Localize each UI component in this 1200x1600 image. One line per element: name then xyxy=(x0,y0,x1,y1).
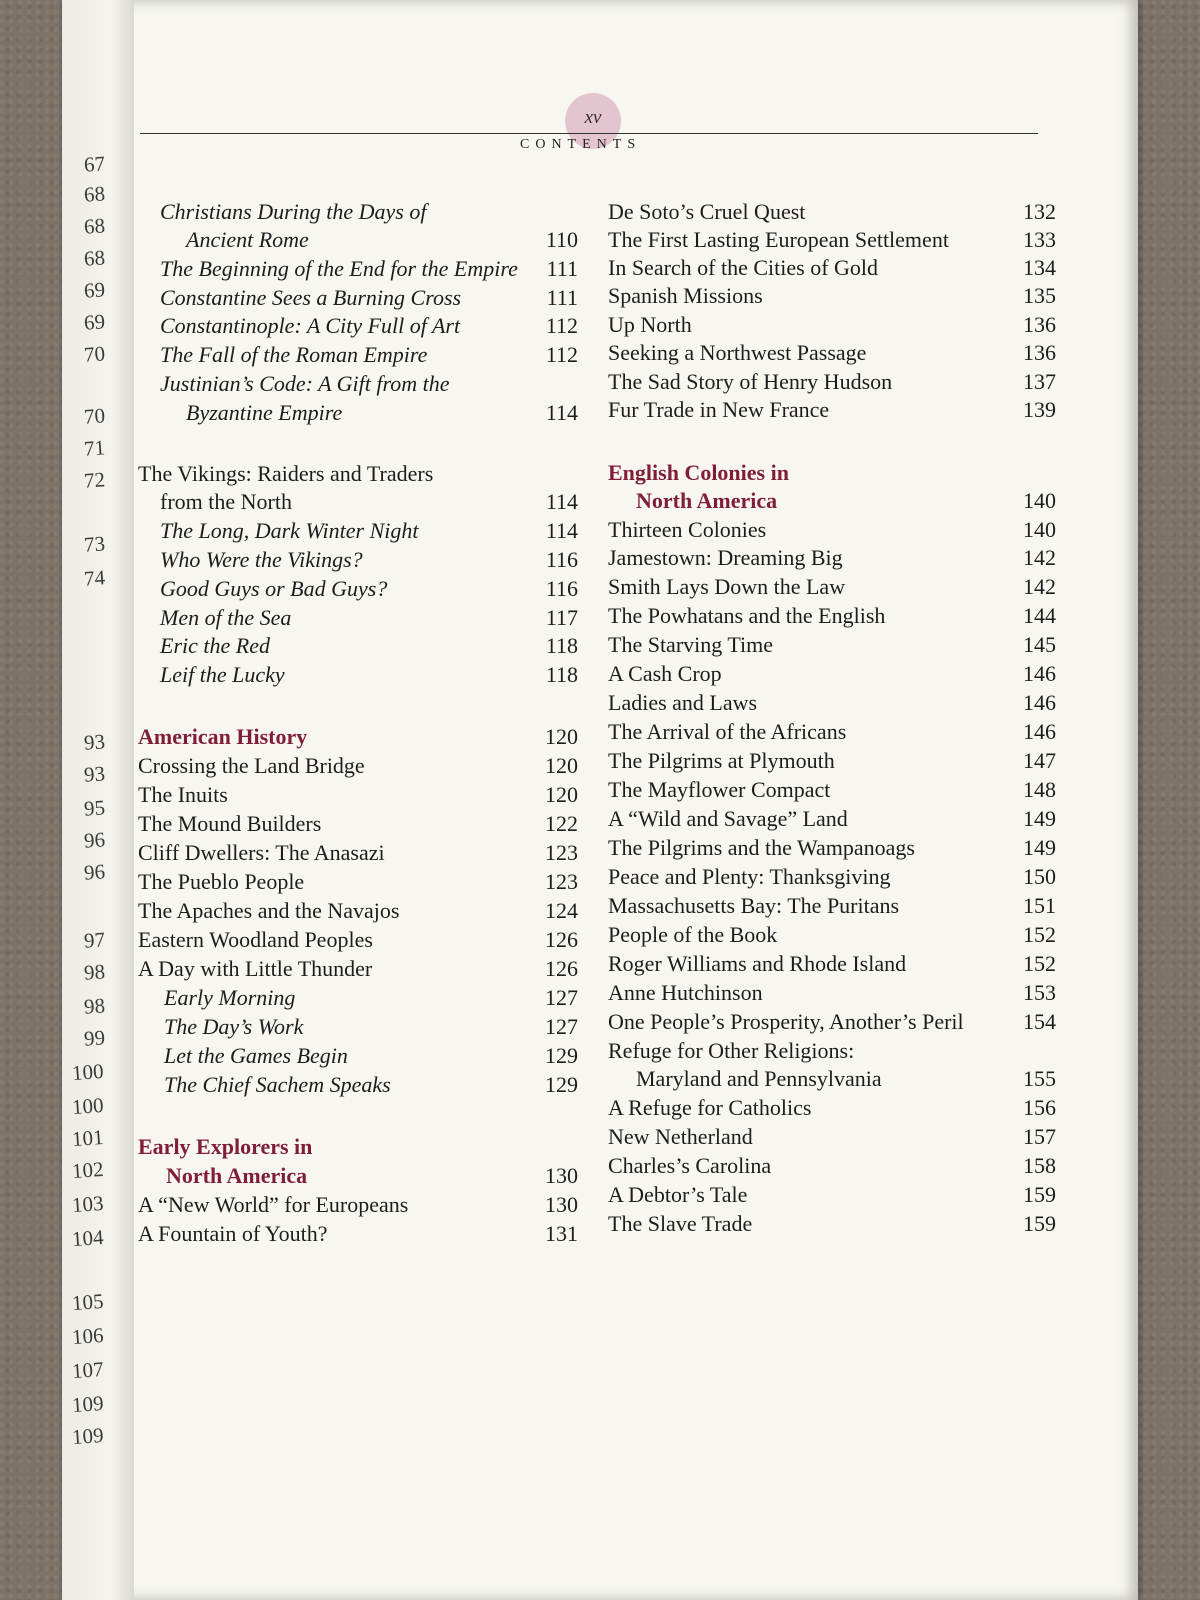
toc-entry-title: Refuge for Other Religions: xyxy=(608,1038,855,1063)
toc-entry-page: 111 xyxy=(546,256,578,281)
facing-page-number: 109 xyxy=(71,1390,105,1418)
toc-entry-title: De Soto’s Cruel Quest xyxy=(608,199,806,224)
toc-entry-title: The Slave Trade xyxy=(608,1211,753,1236)
toc-entry-page: 112 xyxy=(545,313,578,338)
toc-entry-page: 114 xyxy=(545,489,578,514)
facing-page-number: 74 xyxy=(83,565,106,591)
facing-page-number: 71 xyxy=(83,435,106,461)
facing-page-number: 104 xyxy=(71,1224,105,1252)
facing-page-number: 73 xyxy=(83,531,106,557)
toc-entry-page: 130 xyxy=(545,1163,578,1188)
toc-entry-title: The Sad Story of Henry Hudson xyxy=(608,369,893,394)
toc-entry-page: 155 xyxy=(1023,1066,1056,1091)
facing-page-number: 109 xyxy=(71,1422,105,1450)
toc-entry-title: The Day’s Work xyxy=(164,1014,304,1039)
toc-entry-title: The Arrival of the Africans xyxy=(608,719,847,744)
facing-page-number: 68 xyxy=(83,245,106,271)
toc-entry-title: People of the Book xyxy=(608,922,778,947)
toc-entry-page: 116 xyxy=(545,576,578,601)
toc-entry-title: Christians During the Days of xyxy=(160,199,427,224)
toc-entry-title: The Apaches and the Navajos xyxy=(138,898,400,923)
toc-entry-title: from the North xyxy=(160,489,292,514)
toc-entry-page: 124 xyxy=(545,898,578,923)
facing-page-number: 102 xyxy=(71,1156,105,1184)
facing-page-number: 96 xyxy=(83,827,106,853)
toc-entry-page: 145 xyxy=(1023,632,1056,657)
header-rule xyxy=(140,133,1038,134)
toc-entry-page: 129 xyxy=(545,1043,578,1068)
toc-entry-page: 123 xyxy=(545,840,578,865)
toc-entry-title: Thirteen Colonies xyxy=(608,517,767,542)
toc-entry-page: 146 xyxy=(1023,661,1056,686)
toc-entry-title: A Debtor’s Tale xyxy=(608,1182,748,1207)
toc-entry-page: 152 xyxy=(1023,922,1056,947)
toc-entry-page: 130 xyxy=(545,1192,578,1217)
toc-entry-page: 129 xyxy=(545,1072,578,1097)
toc-entry-title: The Starving Time xyxy=(608,632,774,657)
toc-entry-title: Ancient Rome xyxy=(186,227,309,252)
facing-page-number: 98 xyxy=(83,993,106,1019)
facing-page-number: 70 xyxy=(83,341,106,367)
toc-entry-page: 120 xyxy=(545,753,578,778)
toc-entry-title: Eric the Red xyxy=(160,633,270,658)
toc-entry-title: Cliff Dwellers: The Anasazi xyxy=(138,840,385,865)
toc-entry-page: 110 xyxy=(545,227,578,252)
facing-page-number: 72 xyxy=(83,467,106,493)
toc-entry-title: Anne Hutchinson xyxy=(608,980,763,1005)
toc-entry-title: Justinian’s Code: A Gift from the xyxy=(160,371,450,396)
toc-entry-page: 118 xyxy=(545,633,578,658)
toc-entry-title: The Pilgrims at Plymouth xyxy=(608,748,835,773)
facing-page-number: 100 xyxy=(71,1058,105,1086)
toc-entry-title: Early Morning xyxy=(164,985,296,1010)
facing-page-number: 93 xyxy=(83,729,106,755)
toc-entry-title: Jamestown: Dreaming Big xyxy=(608,545,843,570)
toc-section-heading: American History xyxy=(138,724,308,749)
toc-entry-page: 137 xyxy=(1023,369,1056,394)
toc-entry-title: Up North xyxy=(608,312,692,337)
toc-entry-title: Charles’s Carolina xyxy=(608,1153,772,1178)
toc-entry-page: 152 xyxy=(1023,951,1056,976)
toc-entry-page: 154 xyxy=(1023,1009,1056,1034)
toc-entry-page: 122 xyxy=(545,811,578,836)
toc-entry-title: The Mound Builders xyxy=(138,811,322,836)
toc-entry-page: 117 xyxy=(545,605,578,630)
toc-entry-title: Massachusetts Bay: The Puritans xyxy=(608,893,900,918)
toc-entry-page: 159 xyxy=(1023,1182,1056,1207)
toc-entry-page: 151 xyxy=(1023,893,1056,918)
facing-page-number: 98 xyxy=(83,959,106,985)
toc-entry-page: 136 xyxy=(1023,312,1056,337)
toc-entry-title: The Pueblo People xyxy=(138,869,305,894)
toc-entry-page: 136 xyxy=(1023,340,1056,365)
toc-entry-page: 120 xyxy=(545,724,578,749)
toc-entry-title: One People’s Prosperity, Another’s Peril xyxy=(608,1009,964,1034)
toc-entry-title: The Long, Dark Winter Night xyxy=(160,518,419,543)
toc-entry-page: 114 xyxy=(545,518,578,543)
toc-entry-page: 120 xyxy=(545,782,578,807)
facing-page-number: 107 xyxy=(71,1356,105,1384)
toc-entry-page: 149 xyxy=(1023,806,1056,831)
facing-page-number: 97 xyxy=(83,927,106,953)
toc-entry-title: Ladies and Laws xyxy=(608,690,758,715)
facing-page-number: 106 xyxy=(71,1322,105,1350)
toc-entry-title: The First Lasting European Settlement xyxy=(608,227,949,252)
facing-page-number: 70 xyxy=(83,403,106,429)
toc-entry-title: Leif the Lucky xyxy=(160,662,285,687)
toc-entry-page: 159 xyxy=(1023,1211,1056,1236)
toc-entry-title: Maryland and Pennsylvania xyxy=(636,1066,882,1091)
toc-entry-page: 142 xyxy=(1023,545,1056,570)
toc-entry-title: The Mayflower Compact xyxy=(608,777,831,802)
facing-page-number: 95 xyxy=(83,795,106,821)
toc-entry-title: The Fall of the Roman Empire xyxy=(160,342,428,367)
toc-entry-page: 153 xyxy=(1023,980,1056,1005)
toc-section-heading: North America xyxy=(636,488,778,513)
toc-entry-title: Spanish Missions xyxy=(608,283,763,308)
facing-page-number: 96 xyxy=(83,859,106,885)
toc-entry-page: 116 xyxy=(545,547,578,572)
toc-entry-page: 134 xyxy=(1023,255,1056,280)
toc-entry-title: A “New World” for Europeans xyxy=(138,1192,409,1217)
toc-entry-page: 127 xyxy=(545,1014,578,1039)
toc-entry-page: 144 xyxy=(1023,603,1056,628)
toc-entry-title: Crossing the Land Bridge xyxy=(138,753,365,778)
toc-entry-title: Let the Games Begin xyxy=(164,1043,348,1068)
facing-page-number: 103 xyxy=(71,1190,105,1218)
toc-entry-page: 133 xyxy=(1023,227,1056,252)
toc-entry-title: Peace and Plenty: Thanksgiving xyxy=(608,864,891,889)
facing-page-number: 68 xyxy=(83,181,106,207)
toc-entry-page: 146 xyxy=(1023,690,1056,715)
toc-entry-page: 149 xyxy=(1023,835,1056,860)
toc-entry-page: 158 xyxy=(1023,1153,1056,1178)
toc-entry-title: A Fountain of Youth? xyxy=(138,1221,328,1246)
toc-entry-title: Byzantine Empire xyxy=(186,400,343,425)
toc-entry-title: New Netherland xyxy=(608,1124,753,1149)
toc-entry-page: 146 xyxy=(1023,719,1056,744)
toc-entry-page: 132 xyxy=(1023,199,1056,224)
toc-entry-page: 140 xyxy=(1023,517,1056,542)
toc-entry-page: 111 xyxy=(546,285,578,310)
toc-entry-page: 157 xyxy=(1023,1124,1056,1149)
toc-entry-title: The Chief Sachem Speaks xyxy=(164,1072,391,1097)
toc-entry-title: A Day with Little Thunder xyxy=(138,956,373,981)
toc-entry-page: 156 xyxy=(1023,1095,1056,1120)
page-folio: xv xyxy=(565,93,621,149)
toc-entry-title: Who Were the Vikings? xyxy=(160,547,363,572)
toc-entry-title: Smith Lays Down the Law xyxy=(608,574,846,599)
toc-entry-page: 126 xyxy=(545,956,578,981)
toc-entry-title: Men of the Sea xyxy=(160,605,292,630)
toc-entry-title: A Cash Crop xyxy=(608,661,722,686)
toc-section-heading: North America xyxy=(166,1163,308,1188)
toc-entry-title: The Pilgrims and the Wampanoags xyxy=(608,835,915,860)
toc-entry-page: 150 xyxy=(1023,864,1056,889)
toc-entry-title: Roger Williams and Rhode Island xyxy=(608,951,907,976)
facing-page-number: 100 xyxy=(71,1092,105,1120)
toc-entry-title: Good Guys or Bad Guys? xyxy=(160,576,388,601)
toc-entry-page: 112 xyxy=(545,342,578,367)
toc-entry-title: In Search of the Cities of Gold xyxy=(608,255,879,280)
toc-entry-page: 139 xyxy=(1023,397,1056,422)
running-head: CONTENTS xyxy=(520,137,642,152)
toc-entry-page: 147 xyxy=(1023,748,1056,773)
toc-entry-page: 135 xyxy=(1023,283,1056,308)
toc-entry-page: 127 xyxy=(545,985,578,1010)
toc-entry-page: 123 xyxy=(545,869,578,894)
toc-entry-page: 148 xyxy=(1023,777,1056,802)
toc-entry-title: The Beginning of the End for the Empire xyxy=(160,256,518,281)
toc-entry-page: 140 xyxy=(1023,488,1056,513)
toc-section-heading: English Colonies in xyxy=(608,460,789,485)
facing-page-number: 68 xyxy=(83,213,106,239)
facing-page-number: 99 xyxy=(83,1025,106,1051)
facing-page-number: 67 xyxy=(83,151,106,177)
toc-entry-title: A Refuge for Catholics xyxy=(608,1095,812,1120)
toc-entry-page: 131 xyxy=(545,1221,578,1246)
toc-entry-page: 114 xyxy=(545,400,578,425)
toc-entry-page: 126 xyxy=(545,927,578,952)
toc-entry-page: 142 xyxy=(1023,574,1056,599)
left-page-edge xyxy=(62,0,134,1600)
toc-entry-title: Fur Trade in New France xyxy=(608,397,830,422)
facing-page-number: 105 xyxy=(71,1288,105,1316)
facing-page-number: 69 xyxy=(83,277,106,303)
toc-entry-title: The Vikings: Raiders and Traders xyxy=(138,461,434,486)
toc-entry-title: The Inuits xyxy=(138,782,228,807)
toc-entry-title: Constantinople: A City Full of Art xyxy=(160,313,461,338)
toc-entry-title: The Powhatans and the English xyxy=(608,603,886,628)
facing-page-number: 69 xyxy=(83,309,106,335)
toc-entry-title: Eastern Woodland Peoples xyxy=(138,927,373,952)
facing-page-number: 93 xyxy=(83,761,106,787)
toc-entry-title: Constantine Sees a Burning Cross xyxy=(160,285,462,310)
toc-section-heading: Early Explorers in xyxy=(138,1134,313,1159)
toc-entry-title: Seeking a Northwest Passage xyxy=(608,340,867,365)
toc-entry-title: A “Wild and Savage” Land xyxy=(608,806,848,831)
toc-entry-page: 118 xyxy=(545,662,578,687)
facing-page-number: 101 xyxy=(71,1124,105,1152)
